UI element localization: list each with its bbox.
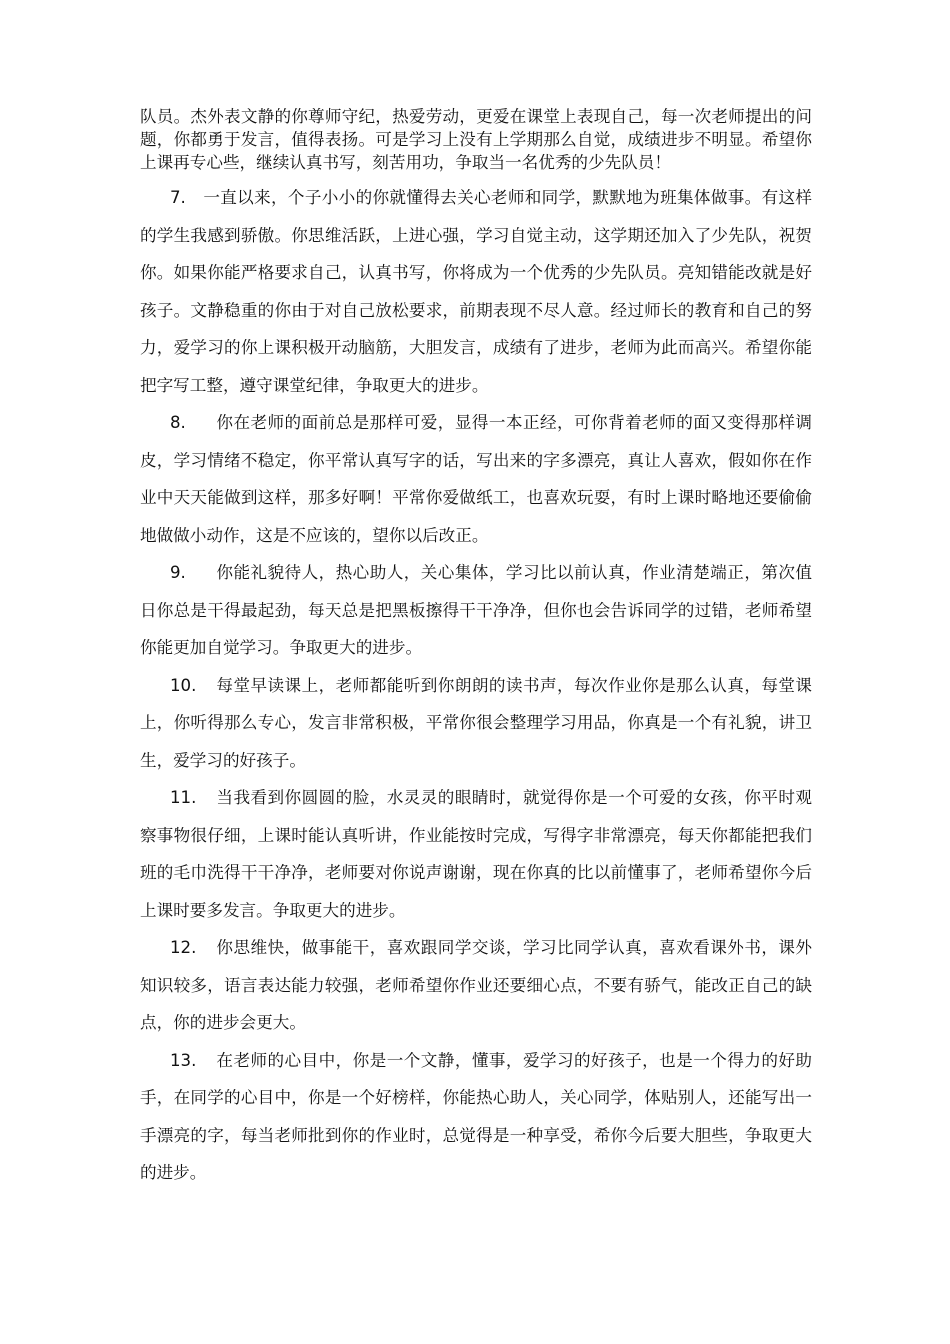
item-text: 在老师的心目中，你是一个文静，懂事，爱学习的好孩子，也是一个得力的好助手，在同学的心目中，你是一个好榜样，你能热心助人，关心同学，体贴别人，还能写出一手漂亮的字，每当老师批到你的作业时，总觉得是一种享受，希你今后要大胆些，争取更大的进步。 bbox=[140, 1050, 812, 1182]
item-text: 你在老师的面前总是那样可爱，显得一本正经，可你背着老师的面又变得那样调皮，学习情绪不稳定，你平常认真写字的话，写出来的字多漂亮，真让人喜欢，假如你在作业中天天能做到这样，那多好啊！平常你爱做纸工，也喜欢玩耍，有时上课时略地还要偷偷地做做小动作，这是不应该的，望你以后改正。 bbox=[140, 413, 812, 545]
item-text: 你能礼貌待人，热心助人，关心集体，学习比以前认真，作业清楚端正，第次值日你总是干得最起劲，每天总是把黑板擦得干干净净，但你也会告诉同学的过错，老师希望你能更加自觉学习。争取更大的进步。 bbox=[140, 563, 812, 657]
item-text: 一直以来，个子小小的你就懂得去关心老师和同学，默默地为班集体做事。有这样的学生我感到骄傲。你思维活跃，上进心强，学习自觉主动，这学期还加入了少先队，祝贺你。如果你能严格要求自己，认真书写，你将成为一个优秀的少先队员。亮知错能改就是好孩子。文静稳重的你由于对自己放松要求，前期表现不尽人意。经过师长的教育和自己的努力，爱学习的你上课积极开动脑筋，大胆发言，成绩有了进步，老师为此而高兴。希望你能把字写工整，遵守课堂纪律，争取更大的进步。 bbox=[140, 188, 812, 395]
comment-item-7 bbox=[140, 179, 812, 404]
comment-item-12 bbox=[140, 929, 812, 1042]
item-text: 每堂早读课上，老师都能听到你朗朗的读书声，每次作业你是那么认真，每堂课上，你听得那么专心，发言非常积极，平常你很会整理学习用品，你真是一个有礼貌，讲卫生，爱学习的好孩子。 bbox=[140, 675, 812, 770]
item-number: 8. bbox=[170, 413, 186, 432]
item-number: 10. bbox=[170, 675, 197, 695]
item-number: 9. bbox=[170, 563, 186, 582]
item-number: 13. bbox=[170, 1050, 197, 1070]
comment-item-9 bbox=[140, 554, 812, 667]
item-number: 11. bbox=[170, 788, 197, 807]
comment-item-8 bbox=[140, 404, 812, 554]
lead-paragraph: 队员。杰外表文静的你尊师守纪，热爱劳动，更爱在课堂上表现自己，每一次老师提出的问题，你都勇于发言，值得表扬。可是学习上没有上学期那么自觉，成绩进步不明显。希望你上课再专心些，继续认真书写，刻苦用功，争取当一名优秀的少先队员！ bbox=[140, 107, 812, 172]
document-body bbox=[140, 105, 812, 1192]
comment-item-11 bbox=[140, 779, 812, 929]
item-number: 7. bbox=[170, 188, 186, 207]
item-text: 当我看到你圆圆的脸，水灵灵的眼睛时，就觉得你是一个可爱的女孩，你平时观察事物很仔细，上课时能认真听讲，作业能按时完成，写得字非常漂亮，每天你都能把我们班的毛巾洗得干干净净，老师要对你说声谢谢，现在你真的比以前懂事了，老师希望你今后上课时要多发言。争取更大的进步。 bbox=[140, 788, 812, 920]
item-text: 你思维快，做事能干，喜欢跟同学交谈，学习比同学认真，喜欢看课外书，课外知识较多，语言表达能力较强，老师希望你作业还要细心点，不要有骄气，能改正自己的缺点，你的进步会更大。 bbox=[140, 938, 812, 1032]
comment-item-13 bbox=[140, 1042, 812, 1192]
comment-item-10 bbox=[140, 667, 812, 780]
item-number: 12. bbox=[170, 938, 197, 957]
